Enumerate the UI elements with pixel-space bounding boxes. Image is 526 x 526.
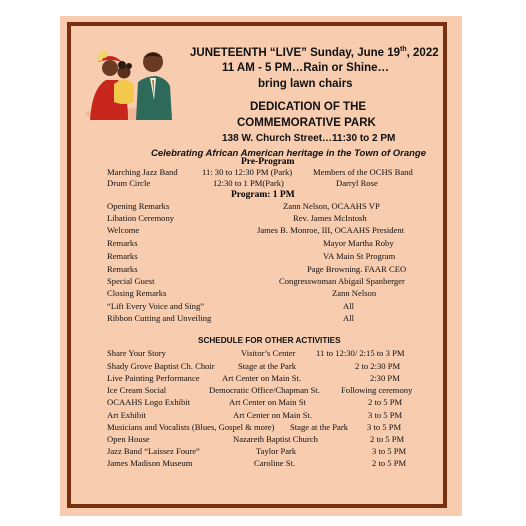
schedule-activity: Live Painting Performance [107, 373, 200, 383]
preprogram-title: Pre-Program [241, 157, 295, 167]
schedule-activity: Shady Grove Baptist Ch. Choir [107, 361, 215, 371]
preprogram-who: Darryl Rose [336, 178, 378, 188]
program-item: Opening Remarks [107, 201, 170, 211]
preprogram-time: 12:30 to 1 PM(Park) [213, 178, 284, 188]
program-who: Zann Nelson [332, 288, 377, 298]
preprogram-name: Drum Circle [107, 178, 151, 188]
schedule-time: Following ceremony [341, 385, 413, 395]
schedule-activity: Musicians and Vocalists (Blues, Gospel & more) [107, 422, 275, 432]
program-who: Congresswoman Abigail Spanberger [279, 276, 405, 286]
program-item: Remarks [107, 251, 138, 261]
schedule-time: 2 to 5 PM [370, 434, 405, 444]
family-illustration [84, 40, 174, 120]
schedule-place: Democratic Office/Chapman St. [209, 385, 320, 395]
program-title: Program: 1 PM [231, 190, 295, 200]
program-item: “Lift Every Voice and Sing” [107, 301, 205, 311]
schedule-time: 2 to 5 PM [372, 458, 407, 468]
event-hours: 11 AM - 5 PM…Rain or Shine… [222, 62, 389, 74]
preprogram-name: Marching Jazz Band [107, 167, 178, 177]
schedule-activity: OCAAHS Logo Exhibit [107, 397, 191, 407]
program-who: Zann Nelson, OCAAHS VP [283, 201, 380, 211]
schedule-title: SCHEDULE FOR OTHER ACTIVITIES [198, 336, 341, 345]
schedule-place: Stage at the Park [238, 361, 296, 371]
schedule-activity: Jazz Band “Laissez Foure” [107, 446, 200, 456]
program-item: Special Guest [107, 276, 155, 286]
program-item: Remarks [107, 238, 138, 248]
event-title: JUNETEENTH “LIVE” Sunday, June 19th, 2022 [190, 46, 439, 59]
preprogram-time: 11: 30 to 12:30 PM (Park) [202, 167, 293, 177]
schedule-time: 3 to 5 PM [367, 422, 402, 432]
program-who: Rev. James McIntosh [293, 213, 367, 223]
schedule-activity: Art Exhibit [107, 410, 146, 420]
schedule-place: Art Center on Main St. [222, 373, 302, 383]
preprogram-who: Members of the OCHS Band [313, 167, 413, 177]
schedule-place: Art Center on Main St [229, 397, 306, 407]
dedication-title-line1: DEDICATION OF THE [250, 101, 367, 113]
event-note: bring lawn chairs [258, 78, 353, 90]
program-who: All [343, 301, 354, 311]
schedule-activity: Ice Cream Social [107, 385, 167, 395]
program-item: Welcome [107, 225, 140, 235]
schedule-activity: Open House [107, 434, 150, 444]
schedule-time: 2:30 PM [370, 373, 400, 383]
schedule-time: 2 to 5 PM [368, 397, 403, 407]
schedule-time: 3 to 5 PM [372, 446, 407, 456]
schedule-time: 3 to 5 PM [368, 410, 403, 420]
schedule-place: Visitor’s Center [241, 348, 296, 358]
program-who: Page Browning. FAAR CEO [307, 264, 407, 274]
dedication-title-line2: COMMEMORATIVE PARK [237, 117, 376, 129]
schedule-activity: Share Your Story [107, 348, 166, 358]
dedication-address: 138 W. Church Street…11:30 to 2 PM [222, 133, 396, 144]
program-who: All [343, 313, 354, 323]
program-item: Libation Ceremony [107, 213, 175, 223]
schedule-place: Nazareth Baptist Church [233, 434, 318, 444]
program-who: VA Main St Program [323, 251, 396, 261]
schedule-place: Caroline St. [254, 458, 296, 468]
schedule-place: Art Center on Main St. [233, 410, 313, 420]
program-item: Closing Remarks [107, 288, 167, 298]
schedule-activity: James Madison Museum [107, 458, 193, 468]
program-who: James B. Monroe, III, OCAAHS President [257, 225, 405, 235]
schedule-place: Taylor Park [256, 446, 297, 456]
program-item: Remarks [107, 264, 138, 274]
schedule-time: 11 to 12:30/ 2:15 to 3 PM [316, 348, 405, 358]
program-who: Mayor Martha Roby [323, 238, 394, 248]
schedule-time: 2 to 2:30 PM [355, 361, 401, 371]
dedication-subtitle: Celebrating African American heritage in the Town of Orange [151, 148, 427, 159]
program-item: Ribbon Cutting and Unveiling [107, 313, 212, 323]
schedule-place: Stage at the Park [290, 422, 348, 432]
